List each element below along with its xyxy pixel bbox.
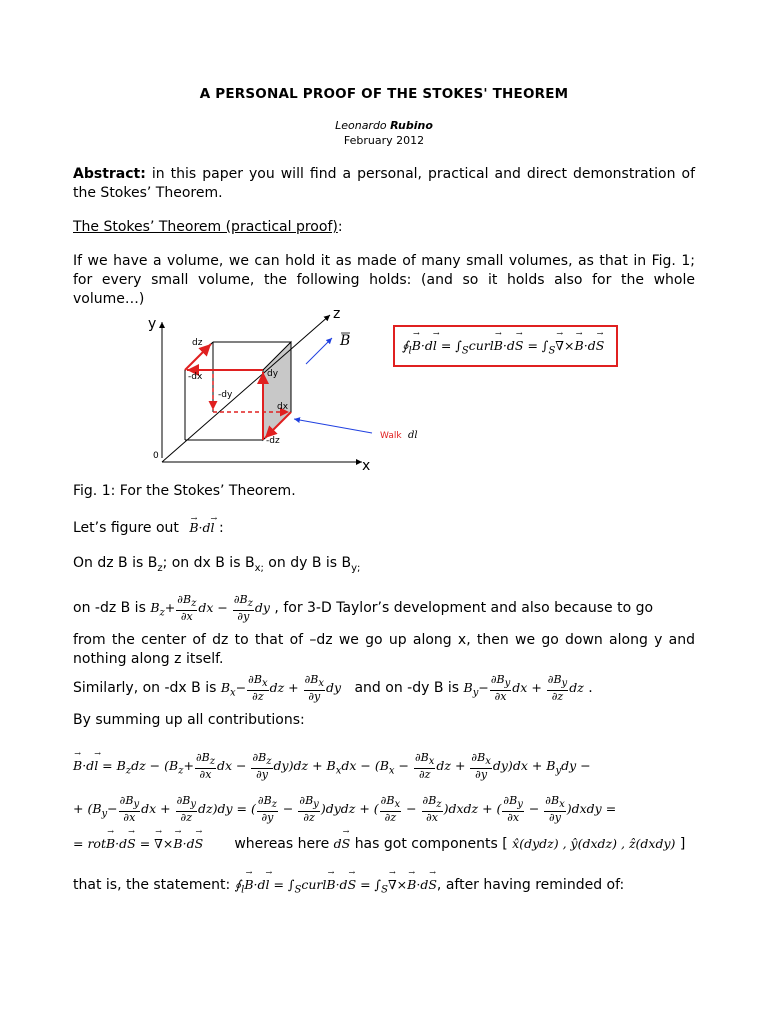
label-dz: dz (192, 338, 203, 348)
section-heading: The Stokes’ Theorem (practical proof): (73, 219, 343, 235)
equation-line-2: + ($B_y-$ $\frac{\partial B_y}{\partial x}$ dx + $\frac{\partial B_y}{\partial z}$ dz)dy = ( $\frac{\partial B_z}{\partial y}$ − $\frac{\partial B_y}{\partial z}$ )dydz + ( $\frac{\partial B_x}{\partial z}$ − $\frac{\partial B_z}{\partial x}$ )dxdz + ( $\frac{\partial B_y}{\partial x}$ − $\frac{\partial B_x}{\partial y}$ )dxdy = (73, 794, 617, 825)
b-field-arrow (306, 338, 332, 364)
author-last-name: Rubino (390, 119, 433, 132)
z-axis-label: z (333, 306, 341, 322)
label-dy: dy (267, 369, 279, 379)
stokes-formula-box (393, 325, 618, 367)
on-dz-line: On dz B is $B_z$; on dx B is $B_{x;}$ on dy B is $B_{y;}$ (73, 555, 361, 574)
date: February 2012 (343, 134, 425, 147)
section-heading-text: The Stokes’ Theorem (practical proof) (73, 219, 338, 235)
equation-line-3: = rot→ B·d→ S = → ∇×→ B·d→ S whereas here d→ S has got components [ x̂(dydz) , ŷ(dxdz) , ẑ(dxdy) ] (73, 836, 685, 852)
abstract (73, 165, 695, 203)
summing-line: By summing up all contributions: (73, 712, 305, 728)
lets-figure-line: Let’s figure out → B·d→ l : (73, 518, 695, 538)
x-axis-label: x (362, 458, 371, 474)
y-axis-label: y (148, 316, 157, 332)
minus-dz-continuation: from the center of dz to that of –dz we go up along x, then we go down along y and nothing along z itself. (73, 632, 695, 667)
similarly-line: Similarly, on -dx B is $B_x-$ $\frac{\partial B_x}{\partial z}$ dz + $\frac{\partial B_x}{\partial y}$ dy and on -dy B is $B_y-$ $\frac{\partial B_y}{\partial x}$ dx + $\frac{\partial B_y}{\partial z}$ dz . (73, 673, 593, 704)
intro-paragraph: If we have a volume, we can hold it as made of many small volumes, as that in Fig. 1; for every small volume, the following holds: (and so it holds also for the whole volume…) (73, 253, 695, 307)
equation-line-1: → $B\cdot d\to l = B_zdz - (B_z+$ $\frac{\partial B_z}{\partial x}$ dx − $\frac{\partial B_z}{\partial y}$ $dy)dz + B_xdx - (B_x$ − $\frac{\partial B_x}{\partial z}$ dz + $\frac{\partial B_x}{\partial y}$ $dy)dx + B_ydy$ − (73, 752, 591, 781)
label-minus-dx: -dx (188, 372, 203, 382)
minus-dz-line: on -dz B is $B_z+$ $\frac{\partial B_z}{\partial x}$ dx − $\frac{\partial B_z}{\partial y}$ dy , for 3-D Taylor’s development and also because to go (73, 593, 654, 624)
abstract-label: Abstract: (73, 166, 146, 182)
paper-title: A PERSONAL PROOF OF THE STOKES' THEOREM (199, 86, 569, 102)
author-first-name: Leonardo (335, 119, 387, 132)
walk-label: Walk (380, 431, 402, 441)
that-is-line: that is, the statement: $∮_l\to B\cdot d\to l$ = $\int_Scurl\to B\cdot d\to S = \int_S\to$ ∇×→ B·d→ S, after having reminded of: (73, 877, 624, 896)
stokes-formula: $∮_l\to B\cdot d\to l$ = $\int_Scurl\to B\cdot d\to S = \int_S\to$ ∇×→ B·d→ S (402, 338, 604, 357)
label-minus-dz: -dz (266, 436, 280, 446)
abstract-text: in this paper you will find a personal, practical and direct demonstration of the Stokes’ Theorem. (73, 166, 695, 201)
label-dx: dx (277, 402, 289, 412)
author (0, 119, 768, 132)
walk-dl: dl (408, 430, 418, 441)
walk-arrow (294, 419, 372, 433)
figure-caption: Fig. 1: For the Stokes’ Theorem. (73, 483, 296, 499)
label-minus-dy: -dy (218, 390, 233, 400)
origin-label: 0 (153, 451, 159, 461)
b-label: B (340, 333, 351, 349)
